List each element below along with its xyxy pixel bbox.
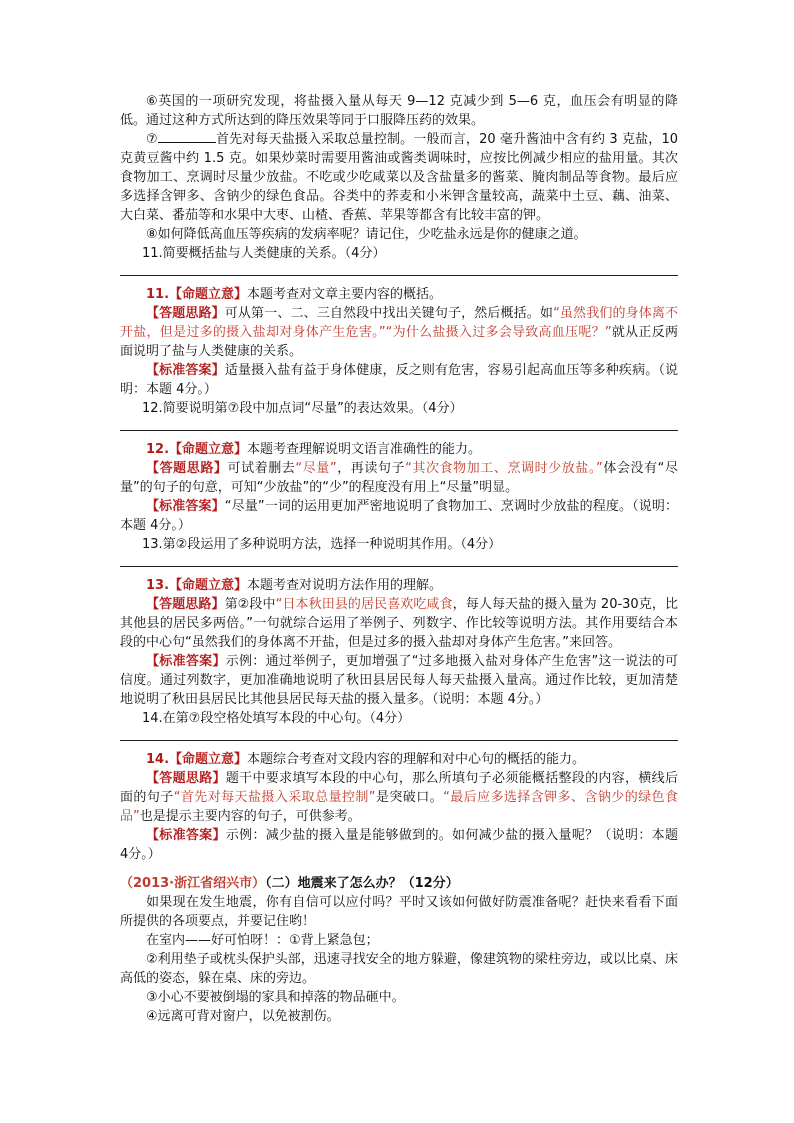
answer-12-approach: 【答题思路】可试着删去“尽量”，再读句子“其次食物加工、烹调时少放盐。”体会没有“尽量”的句子的句意，可知“少放盐”的“少”的程度没有用上“尽量”明显。 (120, 461, 678, 495)
answer-11-approach: 【答题思路】可从第一、二、三自然段中找出关键句子，然后概括。如“虽然我们的身体离不开盐，但是过多的摄入盐却对身体产生危害。”“为什么盐摄入过多会导致高血压呢？”就从正反两面说明了盐与人类健康的关系。 (120, 306, 678, 359)
answer-divider (120, 566, 678, 567)
section-source: （2013·浙江省绍兴市） (120, 876, 266, 891)
answer-11-intent: 11.【命题立意】本题考查对文章主要内容的概括。 (146, 287, 443, 302)
fill-in-blank[interactable] (158, 130, 216, 143)
article-paragraph-6: ⑥英国的一项研究发现，将盐摄入量从每天 9—12 克减少到 5—6 克，血压会有明显的降低。通过这种方式所达到的降压效果等同于口服降压药的效果。 (120, 94, 678, 128)
answer-12 (120, 440, 678, 535)
section-item-2: ②利用垫子或枕头保护头部，迅速寻找安全的地方躲避，像建筑物的梁柱旁边，或以比桌、床高低的姿态，躲在桌、床的旁边。 (120, 952, 678, 986)
answer-14 (120, 750, 678, 864)
answer-divider (120, 275, 678, 276)
section-item-4: ④远离可背对窗户，以免被割伤。 (146, 1009, 340, 1024)
answer-12-standard: 【标准答案】“尽量”一词的运用更加严密地说明了食物加工、烹调时少放盐的程度。（说明：本题 4分。） (120, 499, 678, 533)
section-heading (120, 874, 678, 893)
answer-13-approach: 【答题思路】第②段中“日本秋田县的居民喜欢吃咸食，每人每天盐的摄入量为 20-30克，比其他县的居民多两倍。”一句就综合运用了举例子、列数字、作比较等说明方法。其作用要结合本段的中心句“虽然我们的身体离不开盐，但是过多的摄入盐却对身体产生危害。”来回答。 (120, 597, 678, 650)
para7-number: ⑦ (146, 132, 158, 147)
question-11-prompt: 11.简要概括盐与人类健康的关系。（4分） (142, 246, 386, 261)
article-paragraph-8: ⑧如何降低高血压等疾病的发病率呢？请记住，少吃盐永远是你的健康之道。 (146, 227, 587, 242)
para7-text: 首先对每天盐摄入采取总量控制。一般而言，20 毫升酱油中含有约 3 克盐，10 克黄豆酱中约 1.5 克。如果炒菜时需要用酱油或酱类调味时，应按比例减少相应的盐用量。其次食物加工、烹调时尽量少放盐。不吃或少吃咸菜以及含盐量多的酱菜、腌肉制品等食物。最后应多选择含钾多、含钠少的绿色食品。谷类中的荞麦和小米钾含量较高，蔬菜中土豆、藕、油菜、大白菜、番茄等和水果中大枣、山楂、香蕉、苹果等都含有比较丰富的钾。 (120, 132, 678, 223)
answer-13-standard: 【标准答案】示例：通过举例子，更加增强了“过多地摄入盐对身体产生危害”这一说法的可信度。通过列数字，更加准确地说明了秋田县居民每人每天盐摄入量高。通过作比较，更加清楚地说明了秋田县居民比其他县居民每天盐的摄入量多。（说明：本题 4分。） (120, 654, 678, 707)
answer-14-approach: 【答题思路】题干中要求填写本段的中心句，那么所填句子必须能概括整段的内容，横线后面的句子“首先对每天盐摄入采取总量控制”是突破口。“最后应多选择含钾多、含钠少的绿色食品”也是提示主要内容的句子，可供参考。 (120, 771, 678, 824)
section-indoor: 在室内——好可怕呀！：①背上紧急包； (146, 933, 379, 948)
document-page (120, 92, 678, 1026)
answer-divider (120, 430, 678, 431)
answer-11-standard: 【标准答案】适量摄入盐有益于身体健康，反之则有危害，容易引起高血压等多种疾病。（说明：本题 4分。） (120, 363, 678, 397)
question-12-prompt: 12.简要说明第⑦段中加点词“尽量”的表达效果。（4分） (142, 401, 463, 416)
section-intro: 如果现在发生地震，你有自信可以应付吗？平时又该如何做好防震准备呢？赶快来看看下面所提供的各项要点，并要记住哟！ (120, 895, 678, 929)
section-title: （二）地震来了怎么办？（12分） (265, 876, 459, 891)
answer-12-intent: 12.【命题立意】本题考查理解说明文语言准确性的能力。 (146, 442, 482, 457)
answer-divider (120, 740, 678, 741)
answer-13 (120, 576, 678, 709)
question-13-prompt: 13.第②段运用了多种说明方法，选择一种说明其作用。（4分） (142, 537, 502, 552)
section-item-3: ③小心不要被倒塌的家具和掉落的物品砸中。 (146, 990, 405, 1005)
article-paragraph-7 (120, 130, 678, 225)
answer-14-intent: 14.【命题立意】本题综合考查对文段内容的理解和对中心句的概括的能力。 (146, 752, 586, 767)
answer-14-standard: 【标准答案】示例：减少盐的摄入量是能够做到的。如何减少盐的摄入量呢？（说明：本题 4分。） (120, 828, 678, 862)
answer-11 (120, 285, 678, 399)
question-14-prompt: 14.在第⑦段空格处填写本段的中心句。（4分） (142, 711, 411, 726)
answer-13-intent: 13.【命题立意】本题考查对说明方法作用的理解。 (146, 578, 443, 593)
